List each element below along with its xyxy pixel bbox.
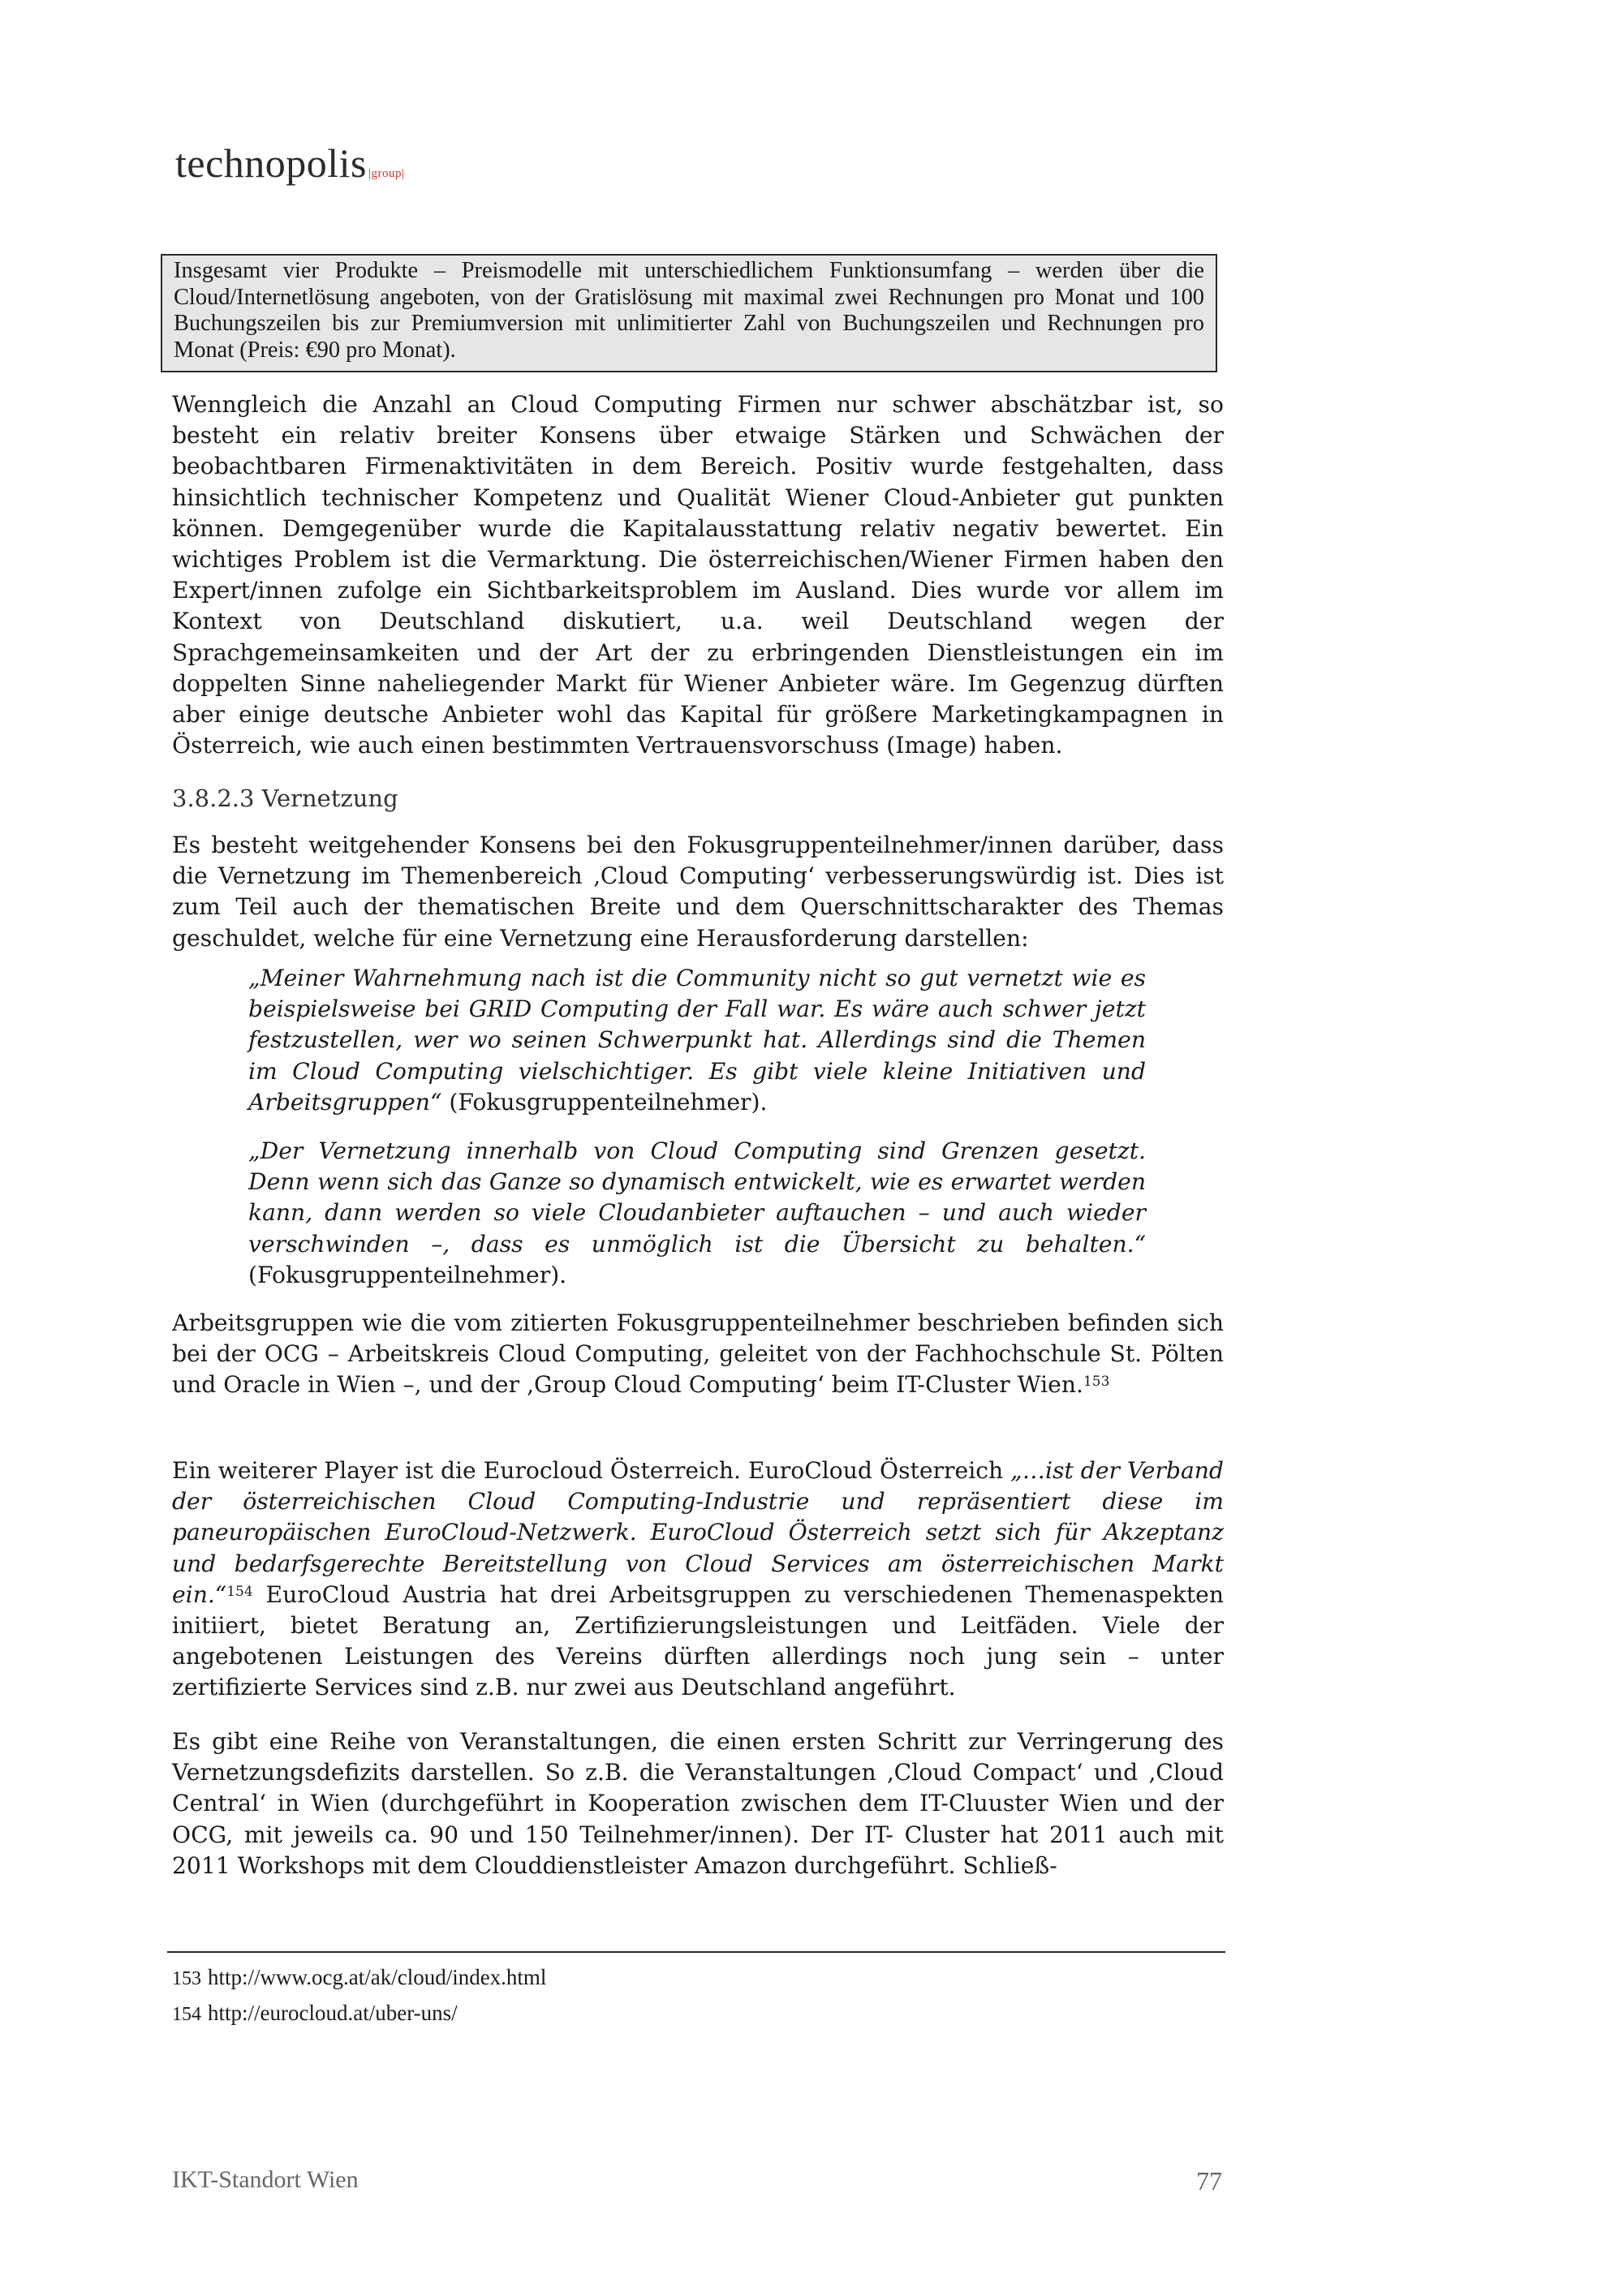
footnote-ref-153[interactable]: 153 — [1083, 1374, 1110, 1391]
footnote-link[interactable]: http://eurocloud.at/uber-uns/ — [208, 2001, 458, 2025]
footnote-ref-154[interactable]: 154 — [226, 1583, 253, 1600]
paragraph-4-start: Ein weiterer Player ist die Eurocloud Österreich. EuroCloud Österreich — [172, 1457, 1011, 1484]
paragraph-4-quote: „…ist der Verband der österreichischen Cloud Computing-Industrie und repräsentiert diese im paneuropäischen EuroCloud-Netzwerk. EuroCloud Österreich setzt sich für Akzeptanz und bedarfsgerechte Bereitstellung von Cloud Services am österreichischen Markt ein.“ — [172, 1457, 1224, 1608]
footnote-number: 154 — [172, 2004, 201, 2025]
quote-2-text: „Der Vernetzung innerhalb von Cloud Computing sind Grenzen gesetzt. Denn wenn sich das Ganze so dynamisch entwickelt, wie es erwartet werden kann, dann werden so viele Cloudanbieter auftauchen – und auch wieder verschwinden –, dass es unmöglich ist die Übersicht zu behalten.“ — [248, 1137, 1146, 1258]
quote-2-source: (Fokusgruppenteilnehmer). — [248, 1261, 567, 1288]
paragraph-3 — [172, 1308, 1224, 1401]
logo-group-suffix: |group| — [368, 167, 405, 180]
footnote-link[interactable]: http://www.ocg.at/ak/cloud/index.html — [208, 1965, 547, 1989]
paragraph-4 — [172, 1455, 1224, 1704]
quote-1 — [248, 963, 1146, 1118]
paragraph-1-text: Wenngleich die Anzahl an Cloud Computing Firmen nur schwer abschätzbar ist, so besteht ein relativ breiter Konsens über etwaige Stärken und Schwächen der beobachtbaren Firmenaktivitäten in dem Bereich. Positiv wurde festgehalten, dass hinsichtlich technischer Kompetenz und Qualität Wiener Cloud-Anbieter gut punkten können. Demgegenüber wurde die Kapitalausstattung relativ negativ bewertet. Ein wichtiges Problem ist die Vermarktung. Die österreichischen/Wiener Firmen haben den Expert/innen zufolge ein Sichtbarkeitsproblem im Ausland. Dies wurde vor allem im Kontext von Deutschland diskutiert, u.a. weil Deutschland wegen der Sprachgemeinsamkeiten und der Art der zu erbringenden Dienstleistungen ein im doppelten Sinne naheliegender Markt für Wiener Anbieter wäre. Im Gegenzug dürften aber einige deutsche Anbieter wohl das Kapital für größere Marketingkampagnen in Österreich, wie auch einen bestimmten Vertrauensvorschuss (Image) haben. — [172, 391, 1224, 759]
paragraph-1 — [172, 389, 1224, 761]
paragraph-2 — [172, 830, 1224, 954]
info-box-text: Insgesamt vier Produkte – Preismodelle mit unterschiedlichem Funktionsumfang – werden über die Cloud/Internetlösung angeboten, von der Gratislösung mit maximal zwei Rechnungen pro Monat und 100 Buchungszeilen bis zur Premiumversion mit unlimitierter Zahl von Buchungszeilen und Rechnungen pro Monat (Preis: €90 pro Monat). — [174, 258, 1204, 363]
technopolis-logo — [175, 140, 405, 187]
footnote-154 — [172, 2001, 458, 2026]
logo-text: technopolis — [175, 140, 368, 186]
footer-title: IKT-Standort Wien — [172, 2166, 359, 2193]
paragraph-4-end: EuroCloud Austria hat drei Arbeitsgruppen zu verschiedenen Themenaspekten initiiert, bietet Beratung an, Zertifizierungsleistungen und Leitfäden. Viele der angebotenen Leistungen des Vereins dürften allerdings noch jung sein – unter zertifizierte Services sind z.B. nur zwei aus Deutschland angeführt. — [172, 1580, 1224, 1701]
paragraph-5-text: Es gibt eine Reihe von Veranstaltungen, die einen ersten Schritt zur Verringerung des Vernetzungsdefizits darstellen. So z.B. die Veranstaltungen ‚Cloud Compact‘ und ‚Cloud Central‘ in Wien (durchgeführt in Kooperation zwischen dem IT-Cluuster Wien und der OCG, mit jeweils ca. 90 und 150 Teilnehmer/innen). Der IT- Cluster hat 2011 auch mit 2011 Workshops mit dem Clouddienstleister Amazon durchgeführt. Schließ- — [172, 1728, 1224, 1879]
footnote-153 — [172, 1965, 546, 1990]
quote-2 — [248, 1136, 1146, 1291]
paragraph-2-text: Es besteht weitgehender Konsens bei den Fokusgruppenteilnehmer/innen darüber, dass die Vernetzung im Themenbereich ‚Cloud Computing‘ verbesserungswürdig ist. Dies ist zum Teil auch der thematischen Breite und dem Querschnittscharakter des Themas geschuldet, welche für eine Vernetzung eine Herausforderung darstellen: — [172, 832, 1224, 952]
quote-1-source: (Fokusgruppenteilnehmer). — [441, 1088, 768, 1116]
section-heading: 3.8.2.3 Vernetzung — [172, 785, 398, 812]
quote-1-text: „Meiner Wahrnehmung nach ist die Community nicht so gut vernetzt wie es beispielsweise bei GRID Computing der Fall war. Es wäre auch schwer jetzt festzustellen, wer wo seinen Schwerpunkt hat. Allerdings sind die Themen im Cloud Computing vielschichtiger. Es gibt viele kleine Initiativen und Arbeitsgruppen“ — [248, 965, 1146, 1116]
footnote-number: 153 — [172, 1968, 201, 1989]
info-box — [161, 254, 1217, 372]
footnote-divider — [167, 1951, 1225, 1953]
paragraph-5 — [172, 1726, 1224, 1881]
page-number: 77 — [1196, 2166, 1222, 2195]
paragraph-3-text: Arbeitsgruppen wie die vom zitierten Fokusgruppenteilnehmer beschrieben befinden sich bei der OCG – Arbeitskreis Cloud Computing, geleitet von der Fachhochschule St. Pölten und Oracle in Wien –, und der ‚Group Cloud Computing‘ beim IT-Cluster Wien. — [172, 1309, 1224, 1399]
